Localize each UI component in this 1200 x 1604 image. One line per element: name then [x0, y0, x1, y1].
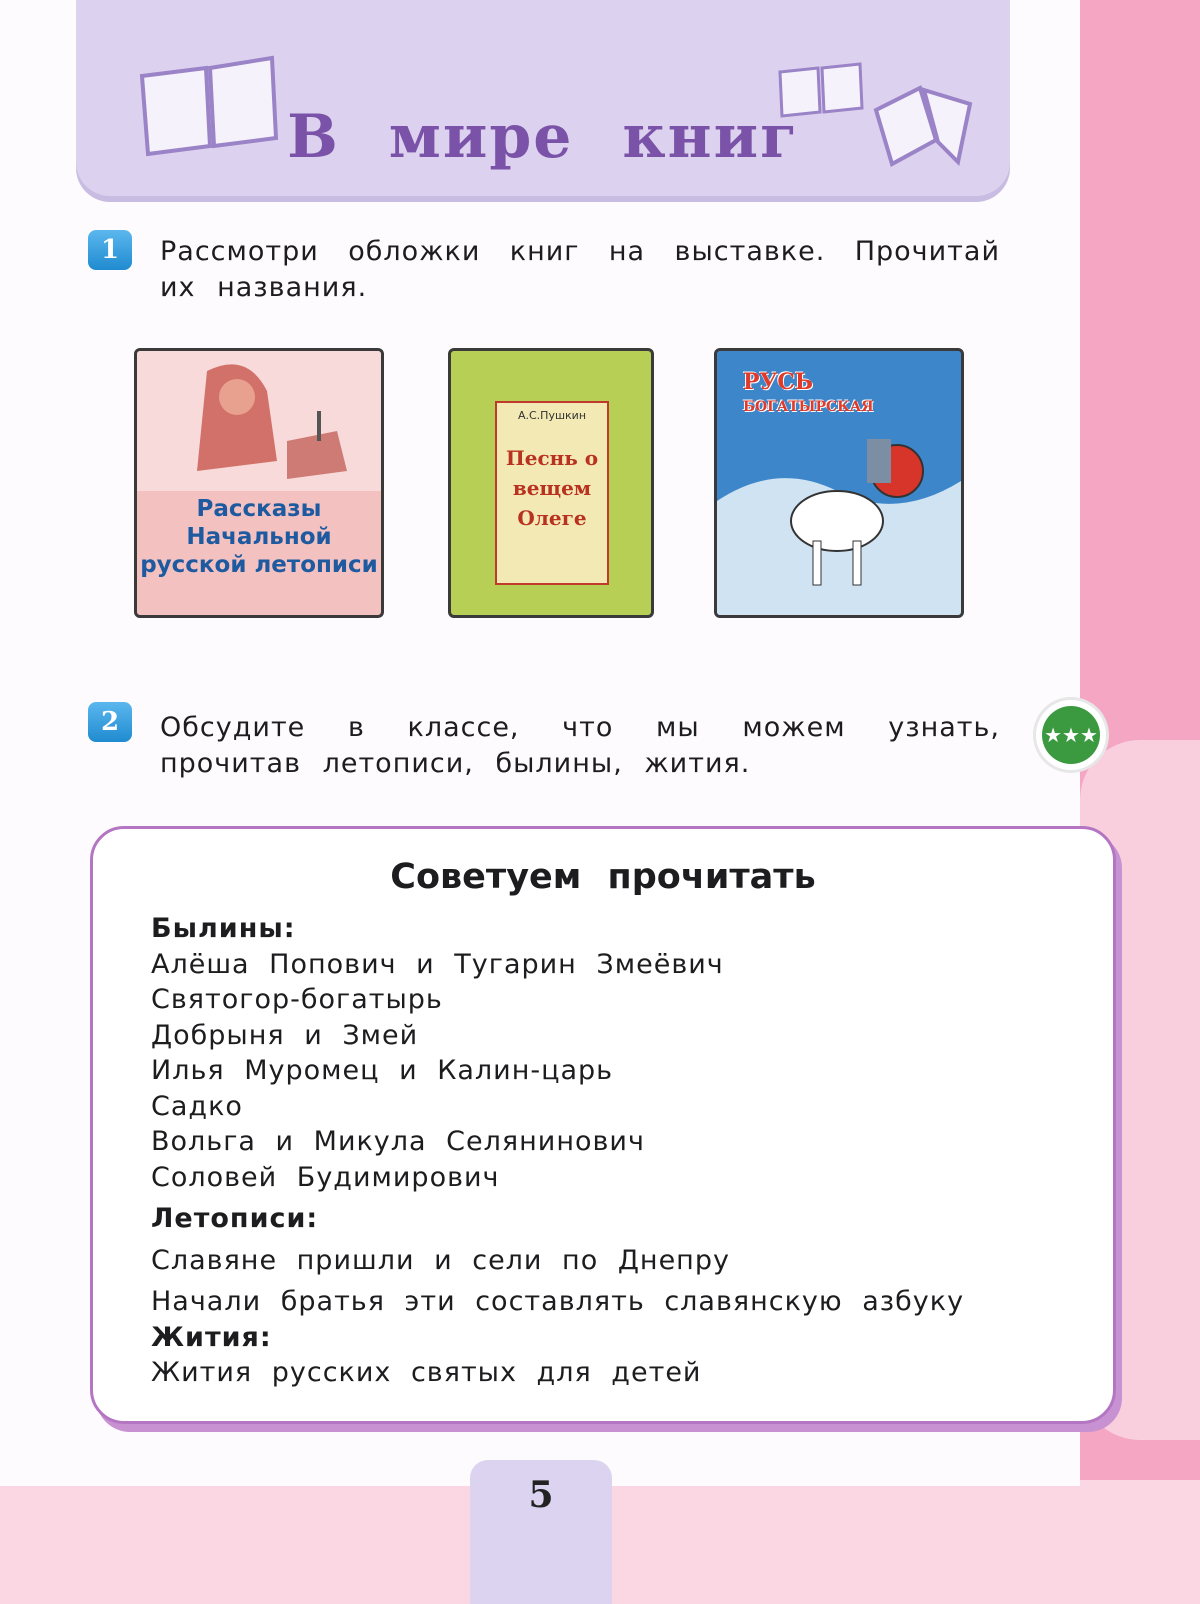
- chronicler-illustration: [137, 351, 381, 491]
- recommended-reading-title: Советуем прочитать: [390, 857, 816, 897]
- list-item: Начали братья эти составлять славянскую азбуку: [151, 1286, 965, 1317]
- group-work-icon: [1036, 700, 1106, 770]
- task-number-badge: 1: [88, 230, 132, 270]
- book-cover: [448, 348, 654, 618]
- book-cover: [714, 348, 964, 618]
- list-item: Вольга и Микула Селянинович: [151, 1126, 645, 1157]
- section-heading: Летописи:: [151, 1203, 319, 1234]
- book-title-plate: [495, 401, 609, 585]
- task-number-badge: 2: [88, 702, 132, 742]
- list-item: Алёша Попович и Тугарин Змеёвич: [151, 948, 724, 980]
- section-heading: Жития:: [151, 1321, 272, 1353]
- book-title: Песнь о вещем Олеге: [505, 446, 599, 530]
- chapter-header: [76, 0, 1010, 196]
- section-heading: Былины:: [151, 913, 296, 944]
- recommended-reading-box: [90, 826, 1116, 1424]
- page-number: 5: [528, 1474, 554, 1516]
- book-subtitle: БОГАТЫРСКАЯ: [743, 399, 874, 415]
- book-cover: [134, 348, 384, 618]
- chapter-title: В мире книг: [287, 102, 799, 172]
- task-instruction: Рассмотри обложки книг на выставке. Прочитай их названия.: [160, 236, 1000, 303]
- list-item: Жития русских святых для детей: [151, 1357, 702, 1388]
- stars-icon: ★★★: [1042, 706, 1100, 764]
- page-number-tab: [470, 1460, 612, 1604]
- task-instruction: Обсудите в классе, что мы можем узнать, прочитав летописи, былины, жития.: [160, 712, 1000, 779]
- reading-list: [151, 911, 964, 1391]
- list-item: Соловей Будимирович: [151, 1161, 500, 1193]
- list-item: Славяне пришли и сели по Днепру: [151, 1244, 730, 1276]
- list-item: Илья Муромец и Калин-царь: [151, 1055, 614, 1086]
- list-item: Добрыня и Змей: [151, 1019, 419, 1051]
- book-author: А.С.Пушкин: [517, 409, 587, 422]
- book-title-main: РУСЬ: [743, 369, 814, 395]
- list-item: Садко: [151, 1090, 243, 1122]
- list-item: Святогор-богатырь: [151, 984, 443, 1015]
- book-title: [743, 371, 874, 418]
- book-title: Рассказы Начальной русской летописи: [140, 496, 378, 578]
